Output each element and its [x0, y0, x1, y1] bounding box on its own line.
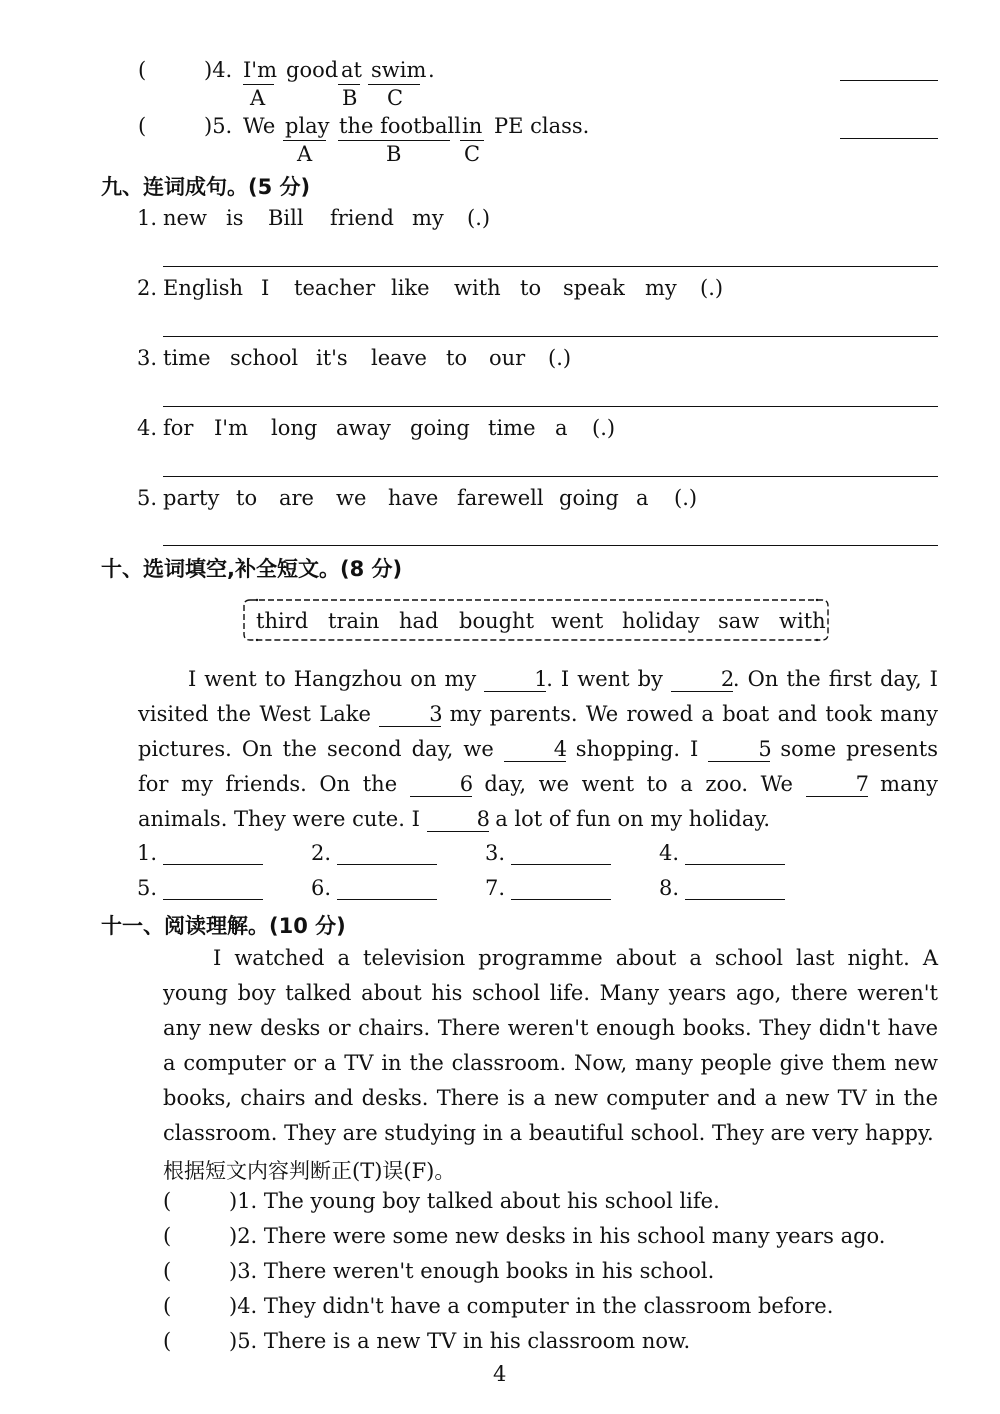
word: new [163, 206, 207, 230]
word: long [271, 416, 318, 440]
word: (.) [674, 486, 698, 510]
answer-number: 3. [485, 841, 506, 865]
word-underlined: the football [339, 114, 461, 138]
passage-text: . I went by [546, 667, 671, 691]
item-number: 5. [137, 486, 158, 510]
word: leave [371, 346, 427, 370]
word: away [336, 416, 391, 440]
word-underlined: swim [371, 58, 427, 82]
option-letter: C [464, 142, 481, 166]
option-letter: B [342, 86, 358, 110]
word: we [336, 486, 367, 510]
item-number: 2. [137, 276, 158, 300]
word-bank-word: had [399, 609, 439, 633]
word-bank-word: bought [459, 609, 535, 633]
word: I'm [214, 416, 248, 440]
answer-paren[interactable]: ( [163, 1259, 172, 1283]
answer-number: 2. [311, 841, 332, 865]
word: I [261, 276, 270, 300]
word: (.) [548, 346, 572, 370]
word: English [163, 276, 244, 300]
word: to [446, 346, 468, 370]
word: a [555, 416, 568, 440]
answer-paren[interactable]: ( [138, 58, 147, 82]
word-bank-word: train [328, 609, 380, 633]
word: party [163, 486, 220, 510]
word: farewell [457, 486, 544, 510]
item-number: 1. [137, 206, 158, 230]
cloze-blank-5[interactable]: 5 [708, 738, 770, 762]
answer-paren[interactable]: ( [163, 1294, 172, 1318]
word: time [488, 416, 536, 440]
answer-number: 6. [311, 876, 332, 900]
word: going [559, 486, 619, 510]
word: to [236, 486, 258, 510]
answer-paren[interactable]: ( [138, 114, 147, 138]
answer-blank[interactable] [163, 899, 263, 900]
cloze-blank-1[interactable]: 1 [484, 668, 546, 692]
word-bank-word: third [256, 609, 309, 633]
section-10-title: 十、选词填空,补全短文。(8 分) [101, 557, 403, 581]
word-bank-word: with [779, 609, 826, 633]
answer-number: 7. [485, 876, 506, 900]
answer-number: 5. [137, 876, 158, 900]
word: . [428, 58, 435, 82]
word: good [286, 58, 339, 82]
passage-text: day, we went to a zoo. We [471, 772, 806, 796]
word-bank-box [242, 597, 830, 643]
word: are [279, 486, 314, 510]
cloze-blank-7[interactable]: 7 [806, 773, 868, 797]
word: (.) [592, 416, 616, 440]
correction-blank[interactable] [840, 80, 938, 81]
word: friend [330, 206, 394, 230]
passage-text: shopping. I [565, 737, 709, 761]
section-11-title: 十一、阅读理解。(10 分) [101, 914, 346, 938]
tf-statement: )4. They didn't have a computer in the classroom before. [229, 1294, 834, 1318]
word: speak [563, 276, 625, 300]
word: to [520, 276, 542, 300]
answer-blank[interactable] [163, 864, 263, 865]
cloze-blank-2[interactable]: 2 [671, 668, 733, 692]
answer-number: 8. [659, 876, 680, 900]
cloze-passage [138, 662, 938, 837]
word: school [230, 346, 299, 370]
tf-instruction: 根据短文内容判断正(T)误(F)。 [163, 1159, 456, 1183]
passage-text: some presents for my friends. On the [138, 737, 939, 796]
item-number: 4. [137, 416, 158, 440]
word: time [163, 346, 211, 370]
word: a [636, 486, 649, 510]
word: with [454, 276, 501, 300]
option-letter: A [250, 86, 266, 110]
answer-blank[interactable] [685, 864, 785, 865]
answer-line[interactable] [163, 406, 938, 407]
word-bank-word: saw [718, 609, 760, 633]
word: is [226, 206, 244, 230]
word: have [388, 486, 439, 510]
word-underlined: at [341, 58, 362, 82]
passage-text: . On the first day, I visited the West Lake [138, 667, 938, 726]
tf-statement: )2. There were some new desks in his school many years ago. [229, 1224, 886, 1248]
word-underlined: in [462, 114, 483, 138]
reading-passage: I watched a television programme about a school last night. A young boy talked about his school life. Many years ago, there weren't any new desks or chairs. There weren't enough books. They didn't have a computer or a TV in the classroom. Now, many people give them new books, chairs and desks. There is a new computer and a new TV in the classroom. They are studying in a beautiful school. They are very happy. [163, 946, 938, 1145]
answer-blank[interactable] [511, 864, 611, 865]
word: teacher [294, 276, 376, 300]
word: it's [316, 346, 348, 370]
answer-blank[interactable] [337, 864, 437, 865]
answer-number: 1. [137, 841, 158, 865]
cloze-blank-8[interactable]: 8 [427, 808, 489, 832]
word: for [163, 416, 194, 440]
item-number: 3. [137, 346, 158, 370]
answer-line[interactable] [163, 266, 938, 267]
answer-paren[interactable]: ( [163, 1189, 172, 1213]
cloze-blank-3[interactable]: 3 [379, 703, 441, 727]
answer-line[interactable] [163, 476, 938, 477]
option-letter: C [387, 86, 404, 110]
item-number: )4. [204, 58, 233, 82]
answer-blank[interactable] [511, 899, 611, 900]
word: our [489, 346, 526, 370]
tf-statement: )5. There is a new TV in his classroom now. [229, 1329, 691, 1353]
word: my [412, 206, 444, 230]
cloze-blank-6[interactable]: 6 [410, 773, 472, 797]
correction-blank[interactable] [840, 138, 938, 139]
option-letter: A [297, 142, 313, 166]
word: Bill [268, 206, 304, 230]
word: PE class. [494, 114, 590, 138]
word-bank-word: holiday [622, 609, 700, 633]
passage-text: many animals. They were cute. I [138, 772, 938, 831]
cloze-blank-4[interactable]: 4 [504, 738, 566, 762]
answer-blank[interactable] [337, 899, 437, 900]
passage-text: a lot of fun on my holiday. [488, 807, 771, 831]
answer-paren[interactable]: ( [163, 1224, 172, 1248]
answer-blank[interactable] [685, 899, 785, 900]
passage-text: I went to Hangzhou on my [188, 667, 485, 691]
tf-statement: )1. The young boy talked about his school life. [229, 1189, 720, 1213]
answer-line[interactable] [163, 336, 938, 337]
answer-paren[interactable]: ( [163, 1329, 172, 1353]
section-9-title: 九、连词成句。(5 分) [101, 175, 311, 199]
word: like [391, 276, 430, 300]
item-number: )5. [204, 114, 233, 138]
page-number: 4 [493, 1362, 507, 1386]
word: (.) [700, 276, 724, 300]
word-underlined: I'm [243, 58, 277, 82]
word: (.) [467, 206, 491, 230]
word-underlined: play [285, 114, 330, 138]
word: going [410, 416, 470, 440]
word: my [645, 276, 677, 300]
word-bank-word: went [551, 609, 604, 633]
answer-line[interactable] [163, 545, 938, 546]
answer-number: 4. [659, 841, 680, 865]
passage-text: my parents. We rowed a boat and took many pictures. On the second day, we [138, 702, 938, 761]
word: We [243, 114, 276, 138]
option-letter: B [386, 142, 402, 166]
tf-statement: )3. There weren't enough books in his school. [229, 1259, 715, 1283]
